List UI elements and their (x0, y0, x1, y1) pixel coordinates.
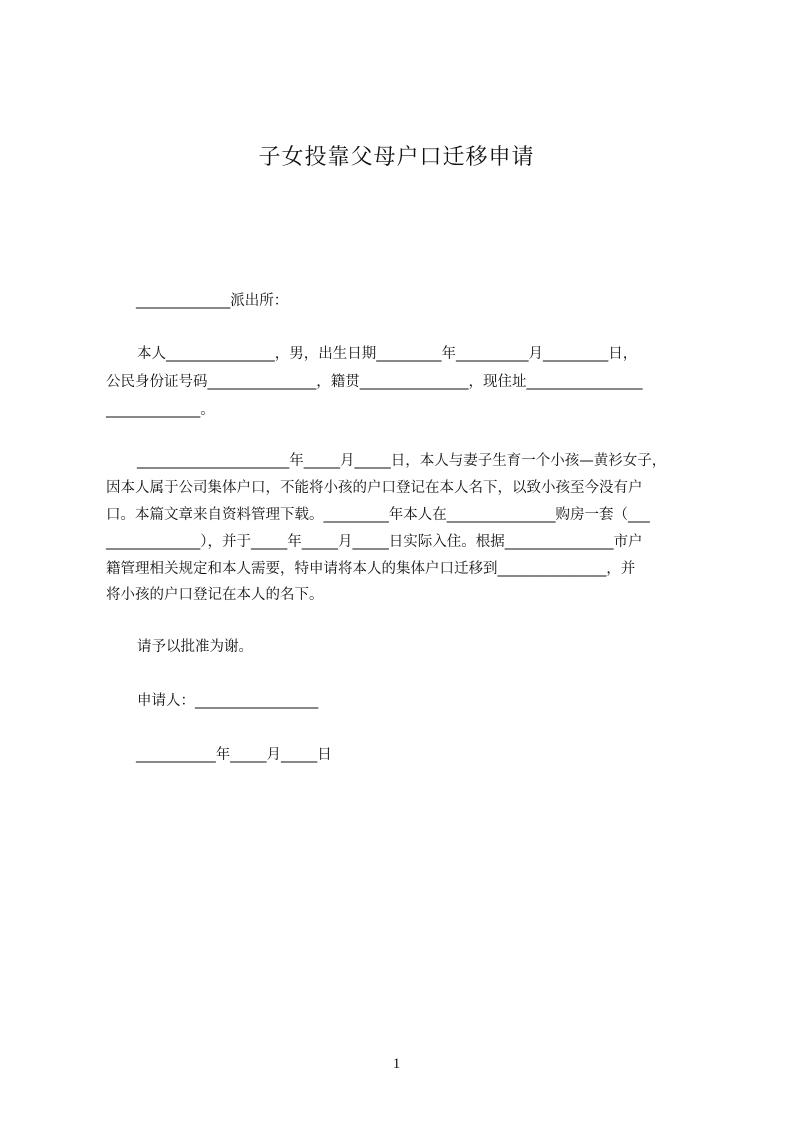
date-line: ___________年_____月_____日 (136, 747, 332, 763)
body-paragraph-line-5: 籍管理相关规定和本人需要，特申请将本人的集体户口迁移到_______________，并 (106, 561, 636, 577)
body-paragraph-line-2: 因本人属于公司集体户口，不能将小孩的户口登记在本人名下，以致小孩至今没有户 (106, 480, 643, 496)
body-paragraph-line-6: 将小孩的户口登记在本人的名下。 (106, 587, 324, 603)
personal-info-line-1: 本人_______________，男，出生日期_________年__________月_________日， (137, 346, 638, 362)
addressee-line: _____________派出所： (136, 293, 289, 309)
body-paragraph-line-1: _____________________年_____月_____日，本人与妻子生育一个小孩—黄衫女子， (137, 453, 667, 469)
closing-request: 请予以批准为谢。 (137, 639, 253, 655)
document-title: 子女投靠父母户口迁移申请 (258, 145, 535, 170)
personal-info-line-2: 公民身份证号码_______________，籍贯_______________，现住址________________ (106, 374, 643, 390)
personal-info-line-3: _____________。 (106, 402, 215, 418)
body-paragraph-line-4: _____________），并于_____年_____月_____日实际入住。根据_______________市户 (106, 534, 643, 550)
page-number: 1 (392, 1056, 401, 1072)
applicant-signature-line: 申请人：_________________ (137, 693, 319, 709)
body-paragraph-line-3: 口。本篇文章来自资料管理下载。_________年本人在_______________购房一套（___ (106, 507, 650, 523)
